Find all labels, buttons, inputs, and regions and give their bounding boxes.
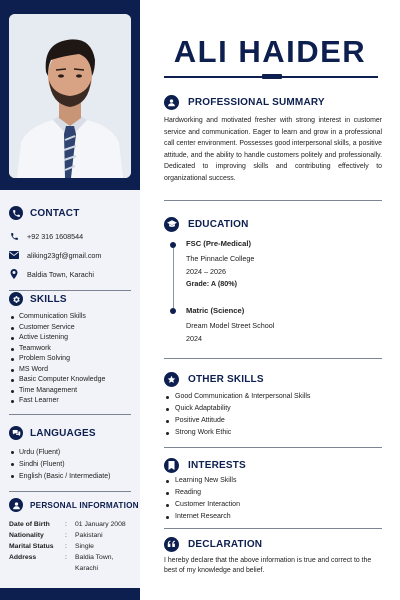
personal-info-table (9, 519, 131, 574)
main-content (140, 0, 400, 600)
skills-list (9, 312, 131, 407)
interests-title: INTERESTS (188, 459, 246, 471)
declaration-heading (164, 536, 382, 552)
contact-email[interactable]: aliking23gf@gmail.com (27, 250, 102, 260)
education-degree: FSC (Pre-Medical) (186, 239, 251, 248)
graduation-cap-icon (164, 217, 179, 232)
list-item: Teamwork (9, 344, 131, 355)
divider (164, 447, 382, 448)
declaration-title: DECLARATION (188, 538, 263, 550)
education-school: The Pinnacle College (186, 254, 255, 263)
location-pin-icon (9, 269, 19, 279)
bookmark-icon (164, 458, 179, 473)
other-skills-title: OTHER SKILLS (188, 373, 264, 385)
education-entry (186, 238, 376, 291)
list-item: Sindhi (Fluent) (9, 459, 131, 471)
photo-band (0, 0, 140, 190)
list-item: Time Management (9, 386, 131, 397)
candidate-name: ALI HAIDER (173, 34, 367, 69)
divider (9, 414, 131, 415)
list-item: Internet Research (164, 511, 382, 523)
contact-phone-row (9, 230, 131, 242)
contact-heading (9, 205, 131, 221)
personal-info-title: PERSONAL INFORMATION (30, 500, 139, 510)
languages-title: LANGUAGES (30, 427, 96, 439)
star-icon (164, 372, 179, 387)
languages-heading (9, 425, 131, 441)
info-value: Pakistani (75, 532, 103, 539)
skills-heading (9, 291, 131, 307)
list-item: Good Communication & Interpersonal Skills (164, 391, 382, 403)
education-title: EDUCATION (188, 218, 249, 230)
list-item: Active Listening (9, 333, 131, 344)
education-years: 2024 (186, 333, 202, 343)
contact-title: CONTACT (30, 207, 80, 219)
education-school: Dream Model Street School (186, 321, 275, 330)
list-item: Fast Learner (9, 396, 131, 407)
list-item: Problem Solving (9, 354, 131, 365)
skills-section (9, 291, 131, 415)
timeline-dot (170, 308, 176, 314)
divider (164, 358, 382, 359)
info-value: Single (75, 543, 94, 550)
contact-section (9, 205, 131, 291)
info-colon: : (65, 554, 67, 561)
education-entry (186, 305, 376, 345)
summary-heading (164, 94, 382, 110)
info-value: Baldia Town, Karachi (75, 554, 114, 572)
list-item: Strong Work Ethic (164, 427, 382, 439)
contact-phone[interactable]: +92 316 1608544 (27, 231, 84, 241)
list-item: Positive Attitude (164, 415, 382, 427)
languages-section (9, 425, 131, 492)
info-row (9, 552, 131, 574)
interests-list (164, 475, 382, 523)
personal-info-heading (9, 497, 139, 513)
person-icon (9, 498, 23, 512)
phone-icon (9, 206, 23, 220)
list-item: Customer Interaction (164, 499, 382, 511)
sidebar (0, 0, 140, 600)
list-item: Quick Adaptability (164, 403, 382, 415)
quote-icon (164, 537, 179, 552)
summary-text: Hardworking and motivated fresher with strong interest in customer service and communication. Eager to learn and grow in a professional call center environment. Possesses good interpersonal skills, a positive attitude, and the ability to handle customers politely and professionally. Dedicated to improving skills and contributing effectively to organizational success. (164, 117, 382, 182)
gear-icon (9, 292, 23, 306)
phone-icon (9, 232, 19, 241)
education-heading (164, 216, 382, 232)
name-underline-accent (262, 74, 282, 79)
info-key: Address (9, 554, 37, 561)
divider (164, 200, 382, 201)
contact-email-row (9, 249, 131, 261)
list-item: Urdu (Fluent) (9, 447, 131, 459)
info-colon: : (65, 543, 67, 550)
info-key: Marital Status (9, 543, 54, 550)
chat-bubbles-icon (9, 426, 23, 440)
info-row (9, 519, 131, 530)
skills-title: SKILLS (30, 293, 67, 305)
info-colon: : (65, 532, 67, 539)
envelope-icon (9, 251, 19, 259)
declaration-text: I hereby declare that the above information is true and correct to the best of my knowledge and belief. (164, 557, 372, 574)
divider (9, 491, 131, 492)
list-item: Learning New Skills (164, 475, 382, 487)
info-row (9, 530, 131, 541)
list-item: English (Basic / Intermediate) (9, 471, 131, 483)
info-value: 01 January 2008 (75, 521, 126, 528)
info-key: Nationality (9, 532, 44, 539)
contact-address-row (9, 268, 131, 280)
footer-band (0, 588, 140, 600)
timeline-line (173, 248, 174, 308)
interests-heading (164, 457, 382, 473)
summary-title: PROFESSIONAL SUMMARY (188, 96, 325, 108)
person-icon (164, 95, 179, 110)
divider (164, 528, 382, 529)
personal-info-section (9, 497, 139, 574)
languages-list (9, 447, 131, 483)
other-skills-heading (164, 371, 382, 387)
education-degree: Matric (Science) (186, 306, 245, 315)
education-years: 2024 – 2026 (186, 266, 226, 276)
contact-address: Baldia Town, Karachi (27, 269, 94, 279)
education-grade: Grade: A (80%) (186, 279, 237, 288)
education-timeline (164, 238, 382, 348)
other-skills-list (164, 391, 382, 439)
list-item: Reading (164, 487, 382, 499)
info-key: Date of Birth (9, 521, 50, 528)
list-item: Customer Service (9, 323, 131, 334)
list-item: Basic Computer Knowledge (9, 375, 131, 386)
profile-photo (9, 14, 131, 178)
list-item: MS Word (9, 365, 131, 376)
info-row (9, 541, 131, 552)
list-item: Communication Skills (9, 312, 131, 323)
info-colon: : (65, 521, 67, 528)
